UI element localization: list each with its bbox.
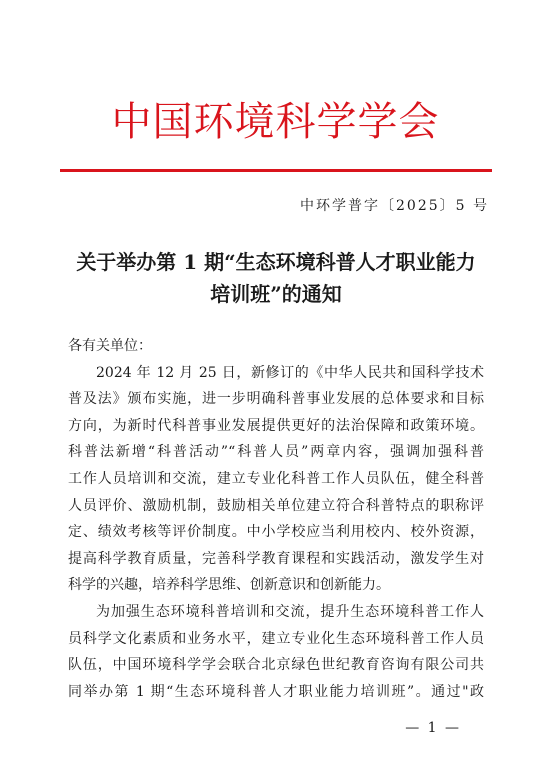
salutation: 各有关单位：	[68, 338, 152, 354]
paragraph-1-line: 科学的兴趣，培养科学思维、创新意识和创新能力。	[68, 577, 390, 594]
notice-body	[68, 333, 484, 705]
paragraph-2-line: 为加强生态环境科普培训和交流，提升生态环境科普工作人	[96, 603, 484, 620]
paragraph-1-line: 科普法新增“科普活动”“科普人员”两章内容，强调加强科普	[68, 444, 484, 461]
paragraph-2-line: 员科学文化素质和业务水平，建立专业化生态环境科普工作人员	[68, 630, 484, 647]
paragraph-2-line: 同举办第 1 期“生态环境科普人才职业能力培训班”。通过"政	[68, 683, 484, 700]
paragraph-1-line: 提高科学教育质量，完善科学教育课程和实践活动，激发学生对	[68, 550, 484, 567]
paragraph-1-line: 方向，为新时代科普事业发展提供更好的法治保障和政策环境。	[68, 417, 484, 434]
paragraph-1-line: 人员评价、激励机制，鼓励相关单位建立符合科普特点的职称评	[68, 497, 484, 514]
notice-title-line-1: 关于举办第 1 期“生态环境科普人才职业能力	[76, 250, 476, 274]
paragraph-2-line: 队伍，中国环境科学学会联合北京绿色世纪教育咨询有限公司共	[68, 657, 484, 674]
document-number: 中环学普字〔2025〕5 号	[300, 198, 489, 214]
red-divider-line	[60, 169, 492, 172]
notice-title-line-2: 培训班”的通知	[210, 282, 342, 306]
page-number: — 1 —	[405, 720, 461, 736]
paragraph-1-line: 普及法》颁布实施，进一步明确科普事业发展的总体要求和目标	[68, 391, 484, 408]
paragraph-1-line: 2024 年 12 月 25 日，新修订的《中华人民共和国科学技术	[96, 364, 484, 381]
paragraph-1-line: 工作人员培训和交流，建立专业化科普工作人员队伍，健全科普	[68, 470, 484, 487]
notice-title	[60, 246, 492, 310]
organization-name: 中国环境科学学会	[111, 99, 440, 145]
paragraph-1-line: 定、绩效考核等评价制度。中小学校应当利用校内、校外资源，	[68, 524, 484, 541]
